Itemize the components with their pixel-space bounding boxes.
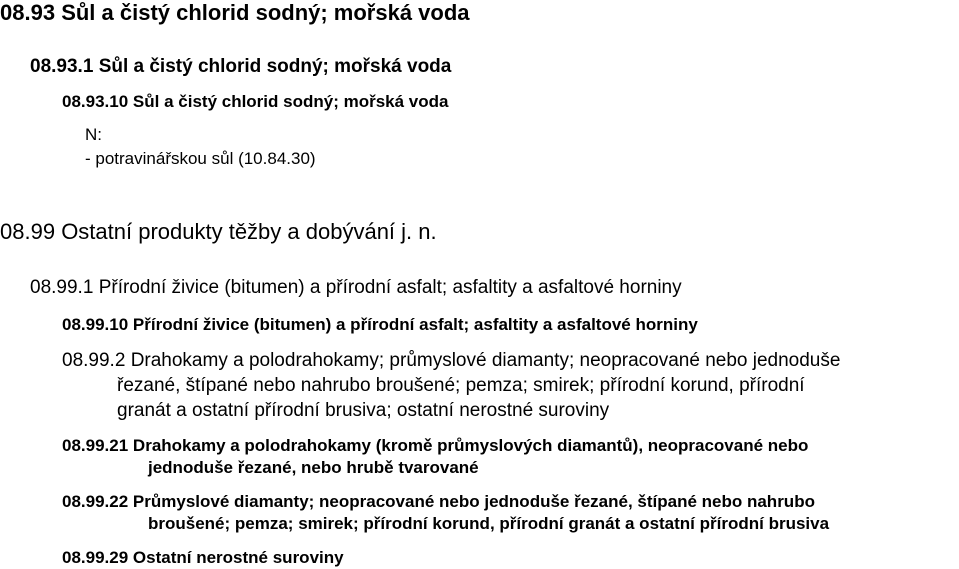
entry-089929 <box>62 548 344 568</box>
entry-title: Ostatní nerostné suroviny <box>132 548 344 567</box>
entry-code: 08.93.1 <box>30 56 94 77</box>
entry-title: Ostatní produkty těžby a dobývání j. n. <box>61 219 437 244</box>
entry-title-line2: jednoduše řezané, nebo hrubě tvarované <box>148 457 479 477</box>
entry-code: 08.99 <box>0 219 56 244</box>
entry-title: Sůl a čistý chlorid sodný; mořská voda <box>61 0 470 25</box>
entry-title: Přírodní živice (bitumen) a přírodní asfalt; asfaltity a asfaltové horniny <box>98 277 682 298</box>
entry-title: Sůl a čistý chlorid sodný; mořská voda <box>98 56 452 77</box>
entry-title-line1: Drahokamy a polodrahokamy (kromě průmyslových diamantů), neopracované nebo <box>132 436 809 455</box>
entry-08991 <box>30 277 682 299</box>
entry-code: 08.99.22 <box>62 492 129 511</box>
entry-title-line2: broušené; pemza; smirek; přírodní korund, přírodní granát a ostatní přírodní brusiva <box>148 513 830 533</box>
entry-089310 <box>62 92 448 112</box>
entry-08992 <box>62 350 840 422</box>
entry-089922 <box>62 492 829 533</box>
entry-code: 08.99.29 <box>62 548 129 567</box>
entry-code: 08.99.2 <box>62 350 126 371</box>
entry-089921 <box>62 436 808 477</box>
entry-code: 08.99.1 <box>30 277 94 298</box>
entry-title: Přírodní živice (bitumen) a přírodní asfalt; asfaltity a asfaltové horniny <box>132 315 698 334</box>
note-item: - potravinářskou sůl (10.84.30) <box>85 149 316 168</box>
entry-title-line1: Průmyslové diamanty; neopracované nebo jednoduše řezané, štípané nebo nahrubo <box>132 492 815 511</box>
entry-089910 <box>62 315 698 335</box>
entry-code: 08.99.21 <box>62 436 129 455</box>
entry-0893 <box>0 0 470 25</box>
entry-code: 08.93 <box>0 0 56 25</box>
entry-title-line1: Drahokamy a polodrahokamy; průmyslové diamanty; neopracované nebo jednoduše <box>130 350 841 371</box>
entry-title-line3: granát a ostatní přírodní brusiva; ostatní nerostné suroviny <box>117 399 610 421</box>
entry-title: Sůl a čistý chlorid sodný; mořská voda <box>132 92 449 111</box>
entry-08931 <box>30 56 451 78</box>
note-label: N: <box>85 125 102 144</box>
entry-code: 08.93.10 <box>62 92 129 111</box>
entry-code: 08.99.10 <box>62 315 129 334</box>
entry-title-line2: řezané, štípané nebo nahrubo broušené; pemza; smirek; přírodní korund, přírodní <box>117 374 805 396</box>
entry-0899 <box>0 219 437 244</box>
